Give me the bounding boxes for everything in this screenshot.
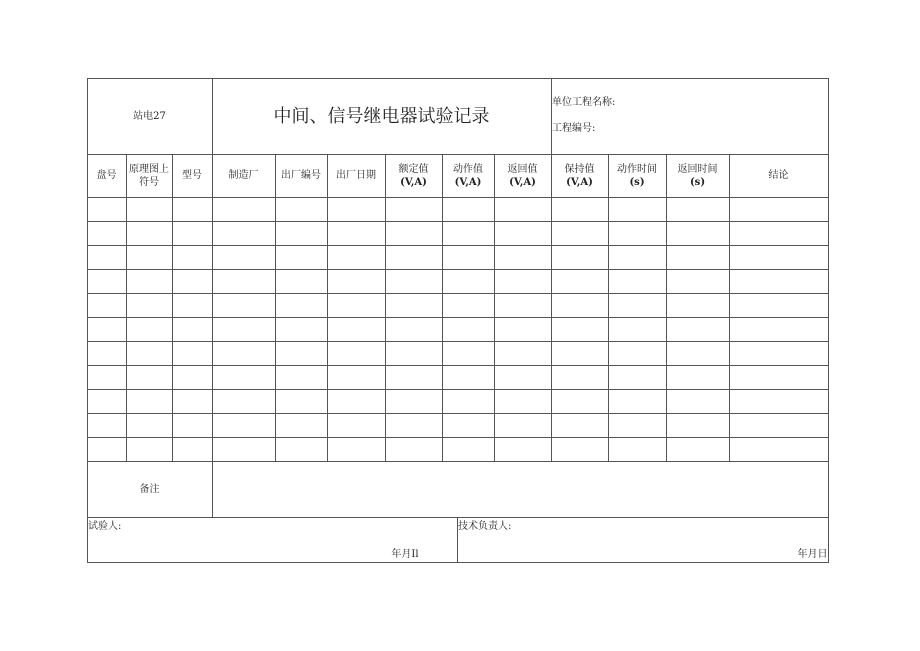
table-cell[interactable] <box>172 317 212 341</box>
table-cell[interactable] <box>212 413 275 437</box>
table-cell[interactable] <box>275 293 327 317</box>
table-cell[interactable] <box>126 221 172 245</box>
tech-lead-date: 年月日 <box>797 548 828 560</box>
table-cell[interactable] <box>87 365 126 389</box>
column-header-unit: (V,A) <box>400 176 427 188</box>
table-cell[interactable] <box>551 245 608 269</box>
table-cell[interactable] <box>551 389 608 413</box>
column-header-label: 返回值 <box>507 163 538 175</box>
table-cell[interactable] <box>608 317 666 341</box>
table-cell[interactable] <box>172 245 212 269</box>
table-cell[interactable] <box>87 221 126 245</box>
table-cell[interactable] <box>275 437 327 461</box>
table-cell[interactable] <box>327 221 385 245</box>
column-divider <box>442 154 443 462</box>
table-cell[interactable] <box>275 341 327 365</box>
table-cell[interactable] <box>385 221 442 245</box>
column-divider <box>551 154 552 462</box>
table-cell[interactable] <box>87 245 126 269</box>
table-cell[interactable] <box>666 221 729 245</box>
table-cell[interactable] <box>666 437 729 461</box>
column-header-unit: (s) <box>629 176 645 188</box>
row-divider <box>87 365 829 366</box>
border-top <box>87 78 829 79</box>
table-cell[interactable] <box>608 197 666 221</box>
form-title: 中间、信号继电器试验记录 <box>273 105 490 127</box>
table-cell[interactable] <box>212 197 275 221</box>
table-cell[interactable] <box>172 341 212 365</box>
column-header <box>442 154 494 197</box>
table-cell[interactable] <box>172 413 212 437</box>
table-cell[interactable] <box>126 365 172 389</box>
table-cell[interactable] <box>212 317 275 341</box>
column-header-label: 盘号 <box>96 170 117 181</box>
table-cell[interactable] <box>729 245 828 269</box>
table-cell[interactable] <box>608 341 666 365</box>
table-cell[interactable] <box>608 365 666 389</box>
table-cell[interactable] <box>494 293 551 317</box>
table-cell[interactable] <box>212 437 275 461</box>
column-divider <box>126 154 127 462</box>
table-cell[interactable] <box>608 413 666 437</box>
table-cell[interactable] <box>729 389 828 413</box>
table-cell[interactable] <box>442 389 494 413</box>
table-cell[interactable] <box>442 221 494 245</box>
table-cell[interactable] <box>212 293 275 317</box>
column-header-label: 出厂日期 <box>336 170 376 181</box>
column-header <box>551 154 608 197</box>
table-cell[interactable] <box>212 221 275 245</box>
column-divider <box>729 154 730 462</box>
row-divider <box>87 413 829 414</box>
table-cell[interactable] <box>385 317 442 341</box>
table-cell[interactable] <box>385 245 442 269</box>
table-cell[interactable] <box>275 413 327 437</box>
signature-divider <box>457 517 458 563</box>
table-cell[interactable] <box>494 245 551 269</box>
table-cell[interactable] <box>729 197 828 221</box>
column-header-label: 出厂编号 <box>281 170 321 181</box>
table-cell[interactable] <box>494 269 551 293</box>
table-cell[interactable] <box>442 341 494 365</box>
table-cell[interactable] <box>87 293 126 317</box>
table-cell[interactable] <box>442 413 494 437</box>
column-header <box>729 154 828 197</box>
table-cell[interactable] <box>729 221 828 245</box>
table-cell[interactable] <box>442 197 494 221</box>
table-cell[interactable] <box>666 341 729 365</box>
table-cell[interactable] <box>212 245 275 269</box>
table-cell[interactable] <box>126 437 172 461</box>
column-header <box>212 154 275 197</box>
table-cell[interactable] <box>87 269 126 293</box>
table-cell[interactable] <box>666 197 729 221</box>
remarks-divider <box>87 517 829 518</box>
table-cell[interactable] <box>729 341 828 365</box>
row-divider <box>87 437 829 438</box>
table-cell[interactable] <box>442 245 494 269</box>
table-cell[interactable] <box>275 269 327 293</box>
tester-label: 试验人: <box>88 520 122 532</box>
table-cell[interactable] <box>551 293 608 317</box>
table-cell[interactable] <box>442 317 494 341</box>
table-cell[interactable] <box>608 221 666 245</box>
column-header <box>327 154 385 197</box>
table-cell[interactable] <box>172 197 212 221</box>
table-cell[interactable] <box>87 389 126 413</box>
table-cell[interactable] <box>275 365 327 389</box>
column-header <box>608 154 666 197</box>
column-header <box>494 154 551 197</box>
tester-date: 年月Il <box>391 548 419 560</box>
table-cell[interactable] <box>442 365 494 389</box>
table-cell[interactable] <box>172 269 212 293</box>
project-number-label: 工程编号: <box>552 122 596 134</box>
table-cell[interactable] <box>212 269 275 293</box>
table-cell[interactable] <box>327 437 385 461</box>
table-cell[interactable] <box>275 221 327 245</box>
table-cell[interactable] <box>729 413 828 437</box>
table-cell[interactable] <box>385 365 442 389</box>
table-cell[interactable] <box>608 245 666 269</box>
table-cell[interactable] <box>126 269 172 293</box>
table-cell[interactable] <box>729 293 828 317</box>
row-divider <box>87 341 829 342</box>
row-divider <box>87 317 829 318</box>
column-header-label: 保持值 <box>564 163 595 175</box>
column-divider <box>327 154 328 462</box>
table-cell[interactable] <box>666 245 729 269</box>
table-cell[interactable] <box>327 197 385 221</box>
table-cell[interactable] <box>666 293 729 317</box>
table-cell[interactable] <box>551 317 608 341</box>
table-cell[interactable] <box>608 293 666 317</box>
column-divider <box>275 154 276 462</box>
table-cell[interactable] <box>126 341 172 365</box>
column-header-label: 返回时间 <box>677 163 718 175</box>
column-header-unit: (V,A) <box>509 176 536 188</box>
header-divider <box>87 154 829 155</box>
table-cell[interactable] <box>666 269 729 293</box>
column-header <box>275 154 327 197</box>
project-name-label: 单位工程名称: <box>552 96 616 108</box>
table-cell[interactable] <box>442 293 494 317</box>
table-cell[interactable] <box>87 341 126 365</box>
table-cell[interactable] <box>275 389 327 413</box>
table-cell[interactable] <box>551 365 608 389</box>
table-cell[interactable] <box>551 413 608 437</box>
table-cell[interactable] <box>551 437 608 461</box>
table-cell[interactable] <box>729 317 828 341</box>
row-divider <box>87 461 829 462</box>
table-cell[interactable] <box>494 197 551 221</box>
column-divider <box>494 154 495 462</box>
table-cell[interactable] <box>494 413 551 437</box>
table-cell[interactable] <box>551 341 608 365</box>
table-cell[interactable] <box>327 389 385 413</box>
table-cell[interactable] <box>275 317 327 341</box>
row-divider <box>87 221 829 222</box>
table-cell[interactable] <box>126 293 172 317</box>
column-header <box>385 154 442 197</box>
remarks-label: 备注 <box>139 484 160 495</box>
table-cell[interactable] <box>385 413 442 437</box>
table-cell[interactable] <box>87 317 126 341</box>
table-cell[interactable] <box>729 365 828 389</box>
table-cell[interactable] <box>327 341 385 365</box>
table-cell[interactable] <box>212 341 275 365</box>
table-cell[interactable] <box>126 389 172 413</box>
column-header-unit: (s) <box>689 176 706 188</box>
table-cell[interactable] <box>327 293 385 317</box>
column-header <box>87 154 126 197</box>
table-cell[interactable] <box>729 437 828 461</box>
table-cell[interactable] <box>87 437 126 461</box>
table-cell[interactable] <box>385 197 442 221</box>
column-divider <box>666 154 667 462</box>
table-cell[interactable] <box>494 317 551 341</box>
remarks-value[interactable] <box>212 462 828 517</box>
table-cell[interactable] <box>442 269 494 293</box>
station-code: 站电27 <box>133 110 166 122</box>
column-header <box>666 154 729 197</box>
column-header-label: 结论 <box>768 170 789 181</box>
column-header-label: 原理图上 符号 <box>129 163 169 188</box>
table-cell[interactable] <box>608 269 666 293</box>
column-divider <box>212 78 213 518</box>
table-cell[interactable] <box>275 197 327 221</box>
table-cell[interactable] <box>608 389 666 413</box>
table-cell[interactable] <box>666 413 729 437</box>
table-cell[interactable] <box>385 293 442 317</box>
column-header <box>172 154 212 197</box>
row-divider <box>87 245 829 246</box>
table-cell[interactable] <box>666 389 729 413</box>
table-cell[interactable] <box>551 197 608 221</box>
table-cell[interactable] <box>494 437 551 461</box>
column-header-unit: (V,A) <box>454 176 482 188</box>
table-cell[interactable] <box>172 221 212 245</box>
tech-lead-label: 技术负责人: <box>458 520 512 532</box>
table-cell[interactable] <box>551 269 608 293</box>
column-header-label: 动作时间 <box>617 163 657 175</box>
column-header-label: 型号 <box>182 170 202 181</box>
row-divider <box>87 293 829 294</box>
table-cell[interactable] <box>172 437 212 461</box>
column-header-label: 额定值 <box>398 163 429 175</box>
table-cell[interactable] <box>494 221 551 245</box>
table-cell[interactable] <box>385 269 442 293</box>
table-cell[interactable] <box>608 437 666 461</box>
column-divider <box>385 154 386 462</box>
table-cell[interactable] <box>87 413 126 437</box>
table-cell[interactable] <box>729 269 828 293</box>
table-cell[interactable] <box>212 389 275 413</box>
table-cell[interactable] <box>327 269 385 293</box>
column-header-label: 动作值 <box>453 163 483 175</box>
table-cell[interactable] <box>327 413 385 437</box>
table-cell[interactable] <box>385 389 442 413</box>
table-cell[interactable] <box>172 365 212 389</box>
column-divider <box>608 154 609 462</box>
table-cell[interactable] <box>87 197 126 221</box>
table-cell[interactable] <box>551 221 608 245</box>
column-header <box>126 154 172 197</box>
table-cell[interactable] <box>442 437 494 461</box>
table-cell[interactable] <box>385 341 442 365</box>
column-header-label: 制造厂 <box>228 170 259 181</box>
table-cell[interactable] <box>126 413 172 437</box>
table-cell[interactable] <box>494 389 551 413</box>
table-cell[interactable] <box>494 341 551 365</box>
border-bottom <box>87 562 829 563</box>
table-cell[interactable] <box>327 365 385 389</box>
border-right <box>828 78 829 563</box>
table-cell[interactable] <box>494 365 551 389</box>
row-divider <box>87 197 829 198</box>
column-divider <box>551 78 552 155</box>
table-cell[interactable] <box>126 245 172 269</box>
column-header-unit: (V,A) <box>566 176 593 188</box>
table-cell[interactable] <box>172 389 212 413</box>
column-divider <box>172 154 173 462</box>
table-cell[interactable] <box>126 197 172 221</box>
table-cell[interactable] <box>385 437 442 461</box>
table-cell[interactable] <box>666 365 729 389</box>
table-cell[interactable] <box>275 245 327 269</box>
table-cell[interactable] <box>666 317 729 341</box>
table-cell[interactable] <box>172 293 212 317</box>
row-divider <box>87 269 829 270</box>
row-divider <box>87 389 829 390</box>
table-cell[interactable] <box>212 365 275 389</box>
border-left <box>87 78 88 563</box>
table-cell[interactable] <box>126 317 172 341</box>
table-cell[interactable] <box>327 317 385 341</box>
table-cell[interactable] <box>327 245 385 269</box>
